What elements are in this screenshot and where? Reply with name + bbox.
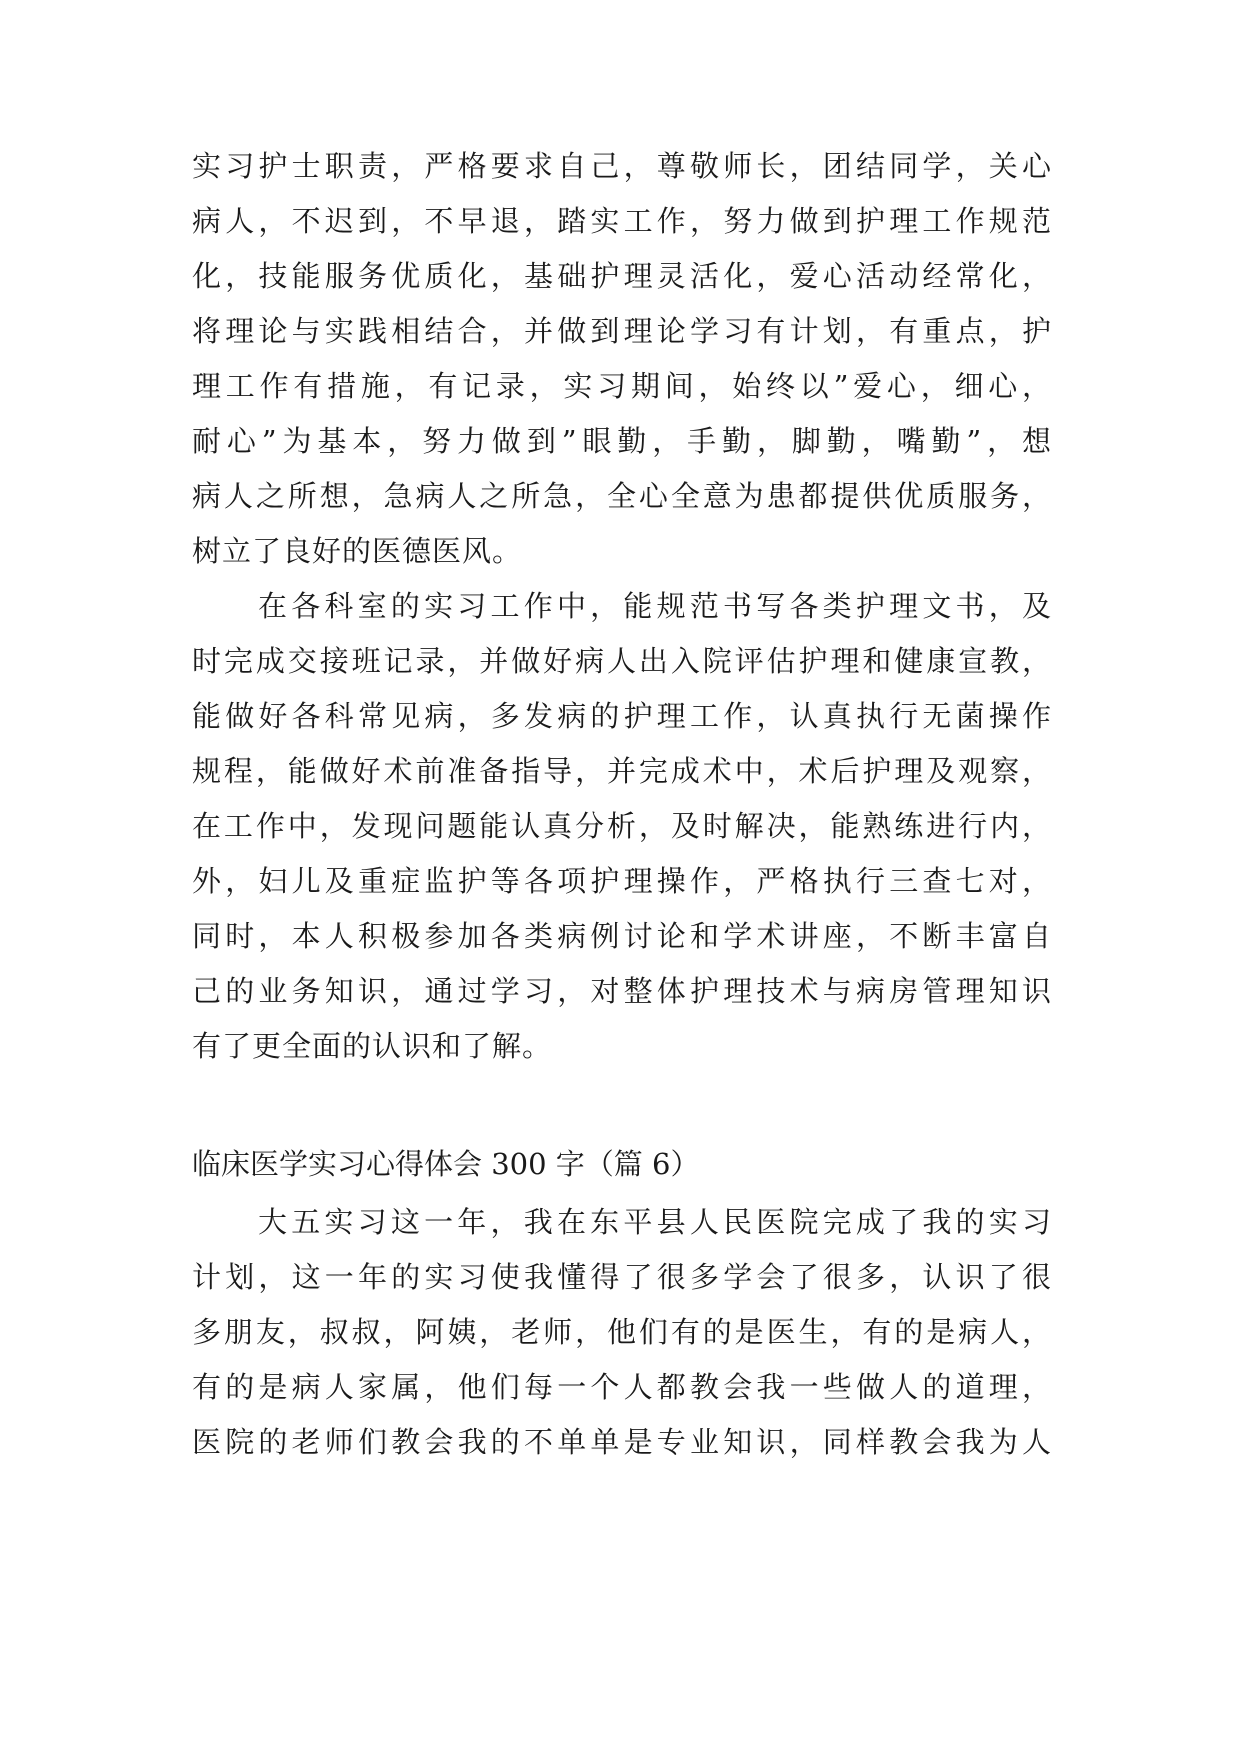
text-line: 理工作有措施，有记录，实习期间，始终以”爱心，细心， [192, 369, 1052, 403]
text-line: 时完成交接班记录，并做好病人出入院评估护理和健康宣教， [192, 644, 1052, 678]
text-line: 在各科室的实习工作中，能规范书写各类护理文书，及 [258, 589, 1052, 623]
text-line: 大五实习这一年，我在东平县人民医院完成了我的实习 [258, 1205, 1052, 1239]
text-line: 树立了良好的医德医风。 [192, 534, 523, 568]
text-line: 在工作中，发现问题能认真分析，及时解决，能熟练进行内， [192, 809, 1052, 843]
text-line: 多朋友，叔叔，阿姨，老师，他们有的是医生，有的是病人， [192, 1315, 1052, 1349]
text-line: 将理论与实践相结合，并做到理论学习有计划，有重点，护 [192, 314, 1052, 348]
text-line: 有了更全面的认识和了解。 [192, 1029, 553, 1063]
text-line: 耐心”为基本，努力做到”眼勤，手勤，脚勤，嘴勤”，想 [192, 424, 1052, 458]
text-line: 病人，不迟到，不早退，踏实工作，努力做到护理工作规范 [192, 204, 1052, 238]
text-line: 规程，能做好术前准备指导，并完成术中，术后护理及观察， [192, 754, 1052, 788]
text-line: 有的是病人家属，他们每一个人都教会我一些做人的道理， [192, 1370, 1052, 1404]
text-line: 医院的老师们教会我的不单单是专业知识，同样教会我为人 [192, 1425, 1052, 1459]
text-line: 同时，本人积极参加各类病例讨论和学术讲座，不断丰富自 [192, 919, 1052, 953]
text-line: 病人之所想，急病人之所急，全心全意为患都提供优质服务， [192, 479, 1052, 513]
text-line: 实习护士职责，严格要求自己，尊敬师长，团结同学，关心 [192, 149, 1052, 183]
text-line: 能做好各科常见病，多发病的护理工作，认真执行无菌操作 [192, 699, 1052, 733]
section-heading: 临床医学实习心得体会 300 字（篇 6） [192, 1147, 700, 1181]
text-line: 己的业务知识，通过学习，对整体护理技术与病房管理知识 [192, 974, 1052, 1008]
text-line: 计划，这一年的实习使我懂得了很多学会了很多，认识了很 [192, 1260, 1052, 1294]
text-line: 外，妇儿及重症监护等各项护理操作，严格执行三查七对， [192, 864, 1052, 898]
text-line: 化，技能服务优质化，基础护理灵活化，爱心活动经常化， [192, 259, 1052, 293]
